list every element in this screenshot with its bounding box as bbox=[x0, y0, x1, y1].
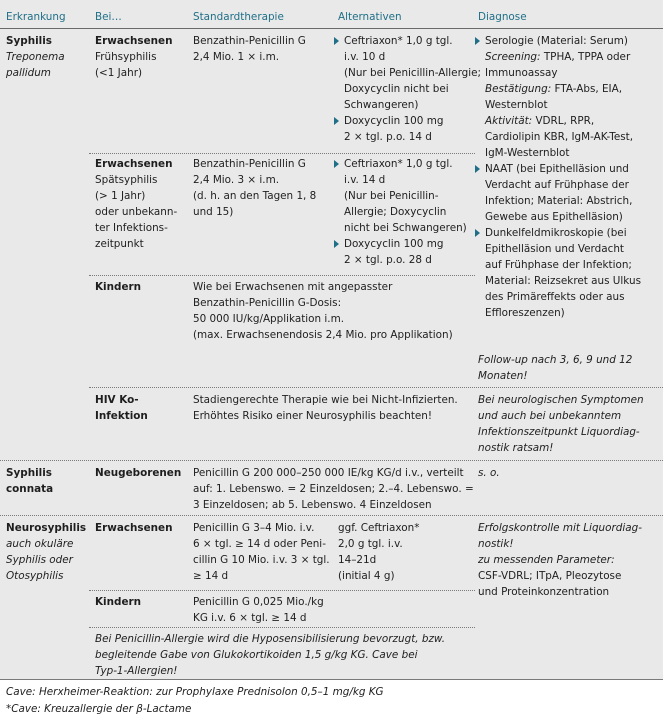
bei-neuro-kindern: Kindern bbox=[95, 596, 142, 608]
text-line: und Proteinkonzentration bbox=[478, 586, 610, 598]
row-separator bbox=[0, 515, 663, 516]
text-line: Erfolgskontrolle mit Liquordiag- bbox=[478, 522, 642, 534]
text-line: (Nur bei Penicillin-Allergie; bbox=[344, 67, 482, 79]
text-line: Wie bei Erwachsenen mit angepasster bbox=[193, 281, 393, 293]
text-line: Bei neurologischen Symptomen bbox=[478, 394, 644, 406]
label-aktivitaet: Aktivität: bbox=[485, 115, 533, 127]
text-line: Epithelläsion und Verdacht bbox=[485, 243, 624, 255]
disease-name: Syphilis bbox=[6, 35, 52, 47]
bullet-item: Ceftriaxon* 1,0 g tgl. bbox=[333, 33, 481, 49]
row-separator bbox=[89, 153, 475, 154]
text-line: Benzathin-Penicillin G-Dosis: bbox=[193, 297, 342, 309]
bullet-item: Doxycyclin 100 mg bbox=[333, 113, 481, 129]
kinder-therapie bbox=[193, 279, 453, 343]
text-line: Otosyphilis bbox=[6, 570, 64, 582]
footnote-star: *Cave: Kreuzallergie der β-Lactame bbox=[6, 703, 192, 715]
bullet-item: NAAT (bei Epithelläsion und bbox=[474, 161, 641, 177]
dose-line: 2,4 Mio. 3 × i.m. bbox=[193, 174, 279, 186]
header-bei: Bei… bbox=[95, 11, 122, 23]
disease-connata bbox=[6, 465, 53, 497]
text-line bbox=[474, 49, 641, 65]
text-line: Stadiengerechte Therapie wie bei Nicht-Infizierten. bbox=[193, 394, 458, 406]
stage-label: Frühsyphilis bbox=[95, 51, 157, 63]
drug-line: Benzathin-Penicillin G bbox=[193, 35, 306, 47]
text-line: i.v. 10 d bbox=[344, 51, 386, 63]
connata-diagnose: s. o. bbox=[478, 467, 500, 479]
text-line bbox=[474, 81, 641, 97]
text-line bbox=[474, 113, 641, 129]
connata-therapie bbox=[193, 465, 474, 513]
text-line: 50 000 IU/kg/Applikation i.m. bbox=[193, 313, 345, 325]
dose-line: 2,4 Mio. 1 × i.m. bbox=[193, 51, 279, 63]
text-line: auch okuläre bbox=[6, 538, 74, 550]
neuro-standard-erwachsene bbox=[193, 520, 330, 584]
text-line: CSF-VDRL; ITpA, Pleozytose bbox=[478, 570, 622, 582]
neuro-diagnose bbox=[478, 520, 642, 600]
text-line: 2 × tgl. p.o. 14 d bbox=[344, 131, 432, 143]
text-line: (d. h. an den Tagen 1, 8 bbox=[193, 190, 317, 202]
stage-duration: (> 1 Jahr) bbox=[95, 190, 146, 202]
text-line: ≥ 14 d bbox=[193, 570, 229, 582]
text-line: nostik! bbox=[478, 538, 514, 550]
text-line: KG i.v. 6 × tgl. ≥ 14 d bbox=[193, 612, 307, 624]
text-line: nostik ratsam! bbox=[478, 442, 554, 454]
standard-spaetsyphilis bbox=[193, 156, 316, 220]
text-line: 2 × tgl. p.o. 28 d bbox=[344, 254, 432, 266]
text-line: des Primäreffekts oder aus bbox=[485, 291, 625, 303]
bullet-item: Doxycyclin 100 mg bbox=[333, 236, 467, 252]
table-header-row bbox=[0, 0, 663, 29]
text-line: Cardiolipin KBR, IgM-AK-Test, bbox=[485, 131, 633, 143]
pathogen-genus: Treponema bbox=[6, 51, 65, 63]
drug-line: Benzathin-Penicillin G bbox=[193, 158, 306, 170]
text-line: Follow-up nach 3, 6, 9 und 12 bbox=[478, 354, 633, 366]
alternativen-spaetsyphilis bbox=[333, 156, 467, 268]
text-line: Penicillin G 3–4 Mio. i.v. bbox=[193, 522, 315, 534]
header-erkrankung: Erkrankung bbox=[6, 11, 66, 23]
text-line: zu messenden Parameter: bbox=[478, 554, 615, 566]
bei-hiv bbox=[95, 392, 148, 424]
text-line: (initial 4 g) bbox=[338, 570, 395, 582]
hiv-diagnose bbox=[478, 392, 644, 456]
header-alternativen: Alternativen bbox=[338, 11, 402, 23]
penicillin-allergy-note bbox=[95, 631, 445, 679]
footnote-cave: Cave: Herxheimer-Reaktion: zur Prophylaxe Prednisolon 0,5–1 mg/kg KG bbox=[6, 686, 384, 698]
bei-neuro-erwachsenen: Erwachsenen bbox=[95, 522, 173, 534]
text-line: begleitende Gabe von Glukokortikoiden 1,5 g/kg KG. Cave bei bbox=[95, 649, 418, 661]
stage-duration: (<1 Jahr) bbox=[95, 67, 143, 79]
header-standardtherapie: Standardtherapie bbox=[193, 11, 284, 23]
text-line: auf: 1. Lebenswo. = 2 Einzeldosen; 2.–4. Lebenswo. = bbox=[193, 483, 474, 495]
text-line: ggf. Ceftriaxon* bbox=[338, 522, 420, 534]
row-separator bbox=[89, 275, 475, 276]
text-line: Gewebe aus Epithelläsion) bbox=[485, 211, 623, 223]
disease-syphilis bbox=[6, 33, 65, 81]
text-line: cillin G 10 Mio. i.v. 3 × tgl. bbox=[193, 554, 330, 566]
text-line: Erhöhtes Risiko einer Neurosyphilis beachten! bbox=[193, 410, 433, 422]
text-aktivitaet: VDRL, RPR, bbox=[532, 115, 595, 127]
pathogen-species: pallidum bbox=[6, 67, 51, 79]
bullet-item: Ceftriaxon* 1,0 g tgl. bbox=[333, 156, 467, 172]
bei-neugeborenen: Neugeborenen bbox=[95, 467, 182, 479]
patient-group: Erwachsenen bbox=[95, 35, 173, 47]
text-line: Immunoassay bbox=[485, 67, 558, 79]
text-line: connata bbox=[6, 483, 54, 495]
text-line: zeitpunkt bbox=[95, 238, 144, 250]
text-line: Effloreszenzen) bbox=[485, 307, 565, 319]
table-bottom-border bbox=[0, 679, 663, 680]
text-line: Neurosyphilis bbox=[6, 522, 87, 534]
alternativen-fruehsyphilis bbox=[333, 33, 481, 145]
text-line: (Nur bei Penicillin- bbox=[344, 190, 439, 202]
text-line: nicht bei Schwangeren) bbox=[344, 222, 467, 234]
label-bestaetigung: Bestätigung: bbox=[485, 83, 552, 95]
text-line: ter Infektions- bbox=[95, 222, 168, 234]
bullet-item: Dunkelfeldmikroskopie (bei bbox=[474, 225, 641, 241]
text-line: auf Frühphase der Infektion; bbox=[485, 259, 632, 271]
row-separator bbox=[89, 387, 663, 388]
text-line: Penicillin G 200 000–250 000 IE/kg KG/d i.v., verteilt bbox=[193, 467, 464, 479]
text-line: Infektion bbox=[95, 410, 148, 422]
label-screening: Screening: bbox=[485, 51, 541, 63]
text-line: und 15) bbox=[193, 206, 234, 218]
text-line: 2,0 g tgl. i.v. bbox=[338, 538, 403, 550]
row-separator bbox=[89, 627, 475, 628]
text-line: Doxycyclin nicht bei bbox=[344, 83, 449, 95]
text-line: Monaten! bbox=[478, 370, 528, 382]
text-line: Schwangeren) bbox=[344, 99, 419, 111]
text-line: Verdacht auf Frühphase der bbox=[485, 179, 629, 191]
patient-group: Erwachsenen bbox=[95, 158, 173, 170]
bei-kindern: Kindern bbox=[95, 281, 142, 293]
stage-label: Spätsyphilis bbox=[95, 174, 158, 186]
text-line: Allergie; Doxycyclin bbox=[344, 206, 447, 218]
text-line: i.v. 14 d bbox=[344, 174, 386, 186]
text-screening: TPHA, TPPA oder bbox=[540, 51, 631, 63]
text-line: und auch bei unbekanntem bbox=[478, 410, 622, 422]
hiv-therapie bbox=[193, 392, 458, 424]
text-line: HIV Ko- bbox=[95, 394, 139, 406]
neuro-alternativen-erwachsene bbox=[338, 520, 419, 584]
row-separator bbox=[0, 460, 663, 461]
text-line: oder unbekann- bbox=[95, 206, 178, 218]
bei-spaetsyphilis bbox=[95, 156, 177, 252]
text-line: Westernblot bbox=[485, 99, 548, 111]
diagnose-syphilis bbox=[474, 33, 641, 321]
text-line: 3 Einzeldosen; ab 5. Lebenswo. 4 Einzeldosen bbox=[193, 499, 432, 511]
bullet-item: Serologie (Material: Serum) bbox=[474, 33, 641, 49]
text-line: Syphilis oder bbox=[6, 554, 73, 566]
text-line: IgM-Westernblot bbox=[485, 147, 570, 159]
header-diagnose: Diagnose bbox=[478, 11, 527, 23]
text-line: 14–21d bbox=[338, 554, 377, 566]
standard-fruehsyphilis bbox=[193, 33, 306, 65]
text-line: Infektionszeitpunkt Liquordiag- bbox=[478, 426, 640, 438]
text-line: Typ-1-Allergien! bbox=[95, 665, 178, 677]
row-separator bbox=[89, 590, 475, 591]
bei-fruehsyphilis bbox=[95, 33, 172, 81]
follow-up-note bbox=[478, 352, 632, 384]
text-line: (max. Erwachsenendosis 2,4 Mio. pro Applikation) bbox=[193, 329, 453, 341]
text-line: Syphilis bbox=[6, 467, 52, 479]
text-line: Bei Penicillin-Allergie wird die Hyposensibilisierung bevorzugt, bzw. bbox=[95, 633, 446, 645]
text-line: 6 × tgl. ≥ 14 d oder Peni- bbox=[193, 538, 326, 550]
text-line: Penicillin G 0,025 Mio./kg bbox=[193, 596, 324, 608]
text-line: Material: Reizsekret aus Ulkus bbox=[485, 275, 641, 287]
text-line: Infektion; Material: Abstrich, bbox=[485, 195, 633, 207]
text-bestaetigung: FTA-Abs, EIA, bbox=[551, 83, 623, 95]
disease-neurosyphilis bbox=[6, 520, 86, 584]
neuro-standard-kinder bbox=[193, 594, 324, 626]
